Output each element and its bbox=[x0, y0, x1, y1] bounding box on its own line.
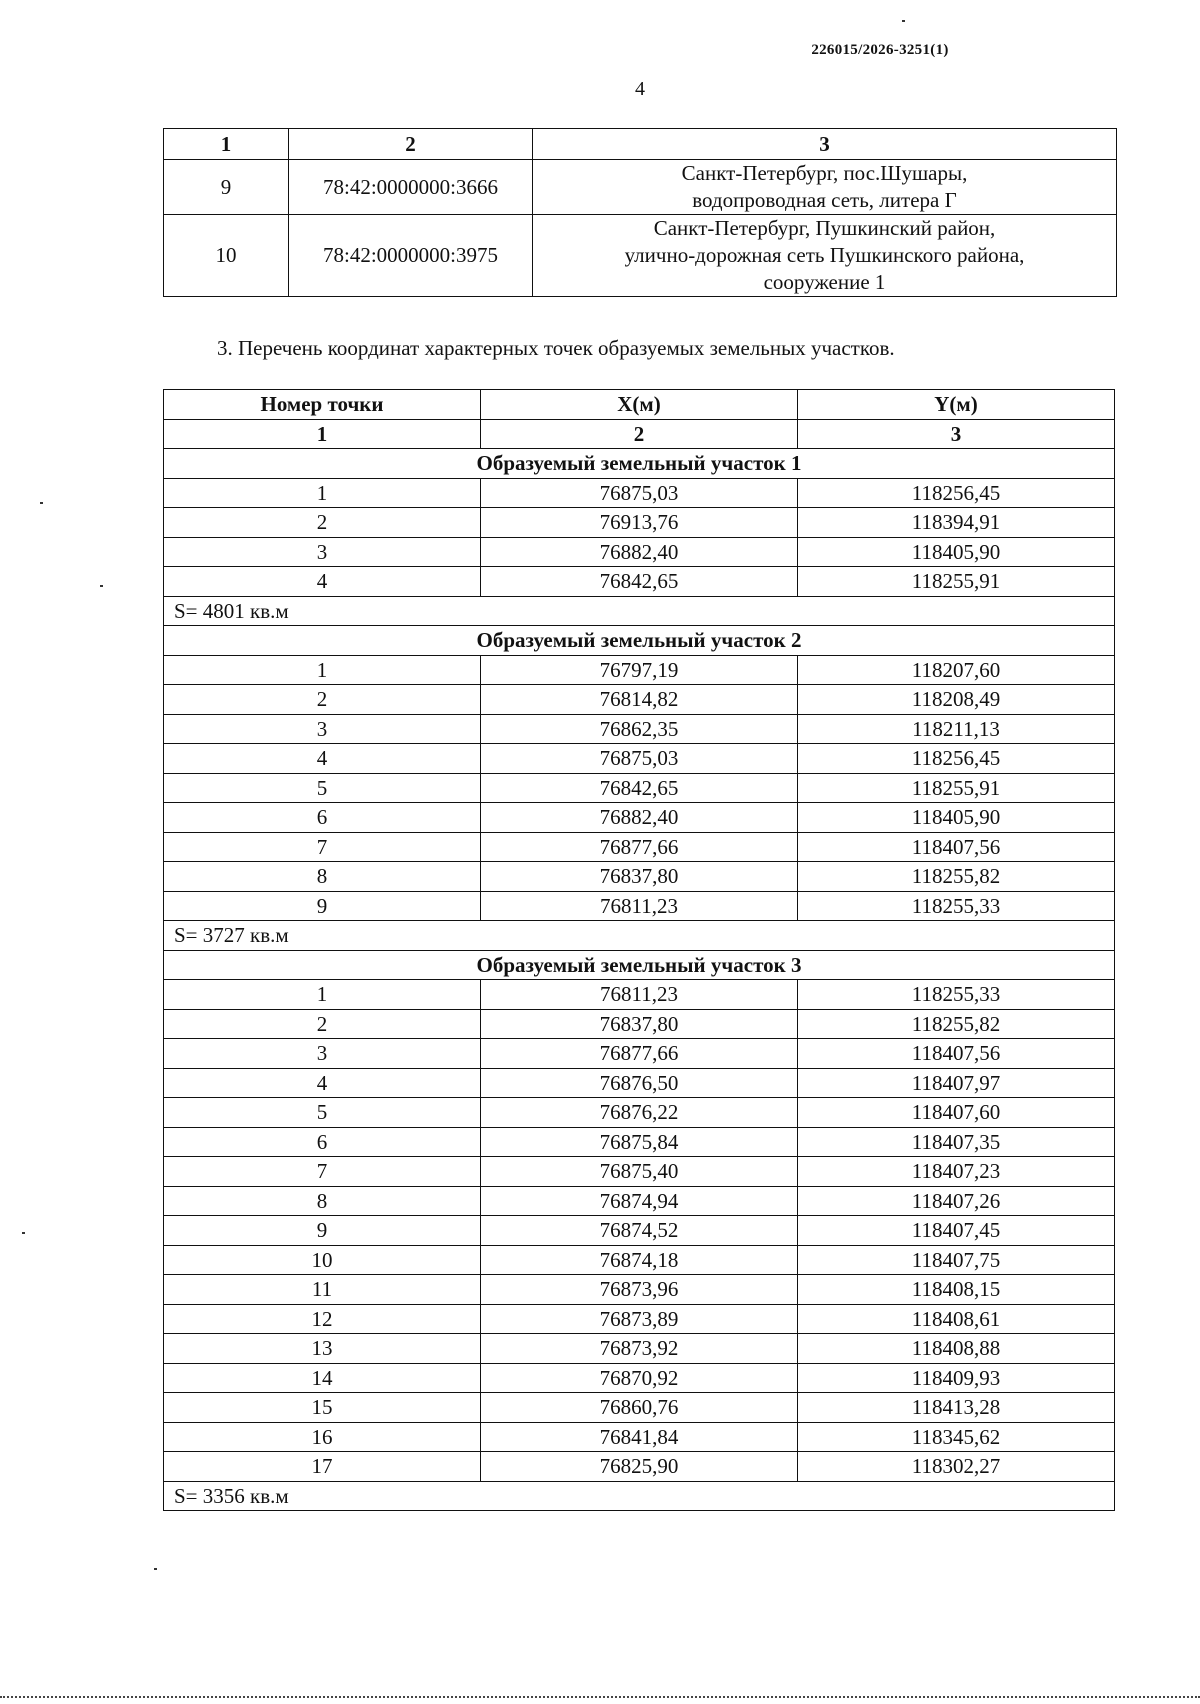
plot-title: Образуемый земельный участок 2 bbox=[164, 626, 1115, 656]
object-number: 10 bbox=[164, 215, 289, 297]
y-coordinate: 118345,62 bbox=[798, 1422, 1115, 1452]
x-coordinate: 76811,23 bbox=[481, 980, 798, 1010]
y-coordinate: 118408,88 bbox=[798, 1334, 1115, 1364]
y-coordinate: 118413,28 bbox=[798, 1393, 1115, 1423]
y-coordinate: 118407,56 bbox=[798, 1039, 1115, 1069]
x-coordinate: 76874,18 bbox=[481, 1245, 798, 1275]
objects-table-row bbox=[164, 160, 1117, 215]
y-coordinate: 118405,90 bbox=[798, 537, 1115, 567]
y-coordinate: 118256,45 bbox=[798, 744, 1115, 774]
scan-speck bbox=[154, 1568, 157, 1570]
point-number-header: Номер точки bbox=[164, 390, 481, 420]
objects-table-header-row bbox=[164, 129, 1117, 160]
plot-title-row bbox=[164, 626, 1115, 656]
coordinate-row bbox=[164, 1275, 1115, 1305]
coordinate-row bbox=[164, 1334, 1115, 1364]
coordinate-row bbox=[164, 1157, 1115, 1187]
y-coordinate: 118255,33 bbox=[798, 891, 1115, 921]
point-number: 12 bbox=[164, 1304, 481, 1334]
coordinate-row bbox=[164, 744, 1115, 774]
objects-table bbox=[163, 128, 1117, 297]
point-number: 11 bbox=[164, 1275, 481, 1305]
x-coordinate: 76860,76 bbox=[481, 1393, 798, 1423]
coordinate-row bbox=[164, 655, 1115, 685]
objects-table-body bbox=[164, 160, 1117, 297]
object-address bbox=[533, 215, 1117, 297]
objects-col-3-header: 3 bbox=[533, 129, 1117, 160]
coordinate-row bbox=[164, 1393, 1115, 1423]
coordinate-row bbox=[164, 832, 1115, 862]
y-coordinate: 118407,97 bbox=[798, 1068, 1115, 1098]
plot-area: S= 3356 кв.м bbox=[164, 1481, 1115, 1511]
y-coordinate: 118407,26 bbox=[798, 1186, 1115, 1216]
y-coordinate: 118255,82 bbox=[798, 1009, 1115, 1039]
x-coordinate: 76837,80 bbox=[481, 862, 798, 892]
point-number: 15 bbox=[164, 1393, 481, 1423]
scan-speck bbox=[40, 502, 43, 504]
point-number: 3 bbox=[164, 1039, 481, 1069]
coordinates-index-row bbox=[164, 419, 1115, 449]
x-coordinate: 76841,84 bbox=[481, 1422, 798, 1452]
point-number: 9 bbox=[164, 891, 481, 921]
coordinate-row bbox=[164, 1245, 1115, 1275]
scan-edge-line bbox=[0, 1696, 1200, 1698]
point-number: 3 bbox=[164, 537, 481, 567]
x-coordinate: 76877,66 bbox=[481, 832, 798, 862]
coordinate-row bbox=[164, 537, 1115, 567]
cadastral-number: 78:42:0000000:3666 bbox=[289, 160, 533, 215]
x-coordinate: 76875,40 bbox=[481, 1157, 798, 1187]
coordinate-row bbox=[164, 1127, 1115, 1157]
point-number: 2 bbox=[164, 508, 481, 538]
x-coordinate: 76862,35 bbox=[481, 714, 798, 744]
y-coordinate: 118405,90 bbox=[798, 803, 1115, 833]
coordinate-row bbox=[164, 567, 1115, 597]
plot-title: Образуемый земельный участок 3 bbox=[164, 950, 1115, 980]
x-coordinate: 76814,82 bbox=[481, 685, 798, 715]
x-coordinate: 76842,65 bbox=[481, 567, 798, 597]
x-coordinate: 76875,03 bbox=[481, 744, 798, 774]
x-coordinate: 76877,66 bbox=[481, 1039, 798, 1069]
page-number: 4 bbox=[635, 78, 645, 100]
y-coordinate: 118256,45 bbox=[798, 478, 1115, 508]
coordinates-header-row bbox=[164, 390, 1115, 420]
plot-area: S= 4801 кв.м bbox=[164, 596, 1115, 626]
x-coordinate: 76876,50 bbox=[481, 1068, 798, 1098]
y-coordinate: 118407,23 bbox=[798, 1157, 1115, 1187]
plot-title-row bbox=[164, 950, 1115, 980]
objects-table-row bbox=[164, 215, 1117, 297]
coordinate-row bbox=[164, 773, 1115, 803]
point-number: 1 bbox=[164, 980, 481, 1010]
point-number: 5 bbox=[164, 1098, 481, 1128]
point-number: 9 bbox=[164, 1216, 481, 1246]
x-coordinate-header: X(м) bbox=[481, 390, 798, 420]
cadastral-number: 78:42:0000000:3975 bbox=[289, 215, 533, 297]
x-coordinate: 76873,92 bbox=[481, 1334, 798, 1364]
section-title: 3. Перечень координат характерных точек образуемых земельных участков. bbox=[217, 336, 895, 360]
y-coordinate: 118255,82 bbox=[798, 862, 1115, 892]
x-coordinate: 76873,89 bbox=[481, 1304, 798, 1334]
y-coordinate: 118407,60 bbox=[798, 1098, 1115, 1128]
coordinates-table-body bbox=[164, 449, 1115, 1511]
index-col-2: 2 bbox=[481, 419, 798, 449]
point-number: 13 bbox=[164, 1334, 481, 1364]
coordinates-table bbox=[163, 389, 1115, 1511]
coordinate-row bbox=[164, 1452, 1115, 1482]
x-coordinate: 76842,65 bbox=[481, 773, 798, 803]
y-coordinate: 118211,13 bbox=[798, 714, 1115, 744]
point-number: 6 bbox=[164, 803, 481, 833]
coordinate-row bbox=[164, 980, 1115, 1010]
coordinate-row bbox=[164, 508, 1115, 538]
y-coordinate: 118302,27 bbox=[798, 1452, 1115, 1482]
y-coordinate: 118407,45 bbox=[798, 1216, 1115, 1246]
scan-speck bbox=[22, 1232, 25, 1234]
plot-title: Образуемый земельный участок 1 bbox=[164, 449, 1115, 479]
x-coordinate: 76913,76 bbox=[481, 508, 798, 538]
y-coordinate-header: Y(м) bbox=[798, 390, 1115, 420]
coordinate-row bbox=[164, 478, 1115, 508]
point-number: 17 bbox=[164, 1452, 481, 1482]
address-line: сооружение 1 bbox=[763, 270, 886, 294]
point-number: 7 bbox=[164, 832, 481, 862]
x-coordinate: 76875,84 bbox=[481, 1127, 798, 1157]
coordinate-row bbox=[164, 1304, 1115, 1334]
point-number: 16 bbox=[164, 1422, 481, 1452]
point-number: 5 bbox=[164, 773, 481, 803]
y-coordinate: 118255,33 bbox=[798, 980, 1115, 1010]
y-coordinate: 118408,61 bbox=[798, 1304, 1115, 1334]
address-line: водопроводная сеть, литера Г bbox=[692, 188, 957, 212]
coordinate-row bbox=[164, 1009, 1115, 1039]
object-number: 9 bbox=[164, 160, 289, 215]
y-coordinate: 118407,75 bbox=[798, 1245, 1115, 1275]
x-coordinate: 76825,90 bbox=[481, 1452, 798, 1482]
coordinate-row bbox=[164, 1098, 1115, 1128]
x-coordinate: 76875,03 bbox=[481, 478, 798, 508]
object-address bbox=[533, 160, 1117, 215]
coordinate-row bbox=[164, 1068, 1115, 1098]
x-coordinate: 76837,80 bbox=[481, 1009, 798, 1039]
point-number: 1 bbox=[164, 478, 481, 508]
x-coordinate: 76876,22 bbox=[481, 1098, 798, 1128]
point-number: 3 bbox=[164, 714, 481, 744]
point-number: 8 bbox=[164, 862, 481, 892]
plot-area-row bbox=[164, 1481, 1115, 1511]
index-col-3: 3 bbox=[798, 419, 1115, 449]
x-coordinate: 76797,19 bbox=[481, 655, 798, 685]
point-number: 8 bbox=[164, 1186, 481, 1216]
plot-area: S= 3727 кв.м bbox=[164, 921, 1115, 951]
scan-speck bbox=[100, 585, 103, 587]
y-coordinate: 118407,35 bbox=[798, 1127, 1115, 1157]
x-coordinate: 76873,96 bbox=[481, 1275, 798, 1305]
point-number: 6 bbox=[164, 1127, 481, 1157]
point-number: 4 bbox=[164, 744, 481, 774]
coordinate-row bbox=[164, 1216, 1115, 1246]
objects-col-1-header: 1 bbox=[164, 129, 289, 160]
x-coordinate: 76874,52 bbox=[481, 1216, 798, 1246]
y-coordinate: 118409,93 bbox=[798, 1363, 1115, 1393]
coordinate-row bbox=[164, 714, 1115, 744]
y-coordinate: 118208,49 bbox=[798, 685, 1115, 715]
coordinate-row bbox=[164, 862, 1115, 892]
coordinate-row bbox=[164, 1363, 1115, 1393]
x-coordinate: 76870,92 bbox=[481, 1363, 798, 1393]
point-number: 10 bbox=[164, 1245, 481, 1275]
point-number: 2 bbox=[164, 1009, 481, 1039]
y-coordinate: 118407,56 bbox=[798, 832, 1115, 862]
point-number: 1 bbox=[164, 655, 481, 685]
point-number: 7 bbox=[164, 1157, 481, 1187]
plot-area-row bbox=[164, 596, 1115, 626]
x-coordinate: 76882,40 bbox=[481, 803, 798, 833]
coordinate-row bbox=[164, 1039, 1115, 1069]
objects-col-2-header: 2 bbox=[289, 129, 533, 160]
address-line: улично-дорожная сеть Пушкинского района, bbox=[624, 243, 1025, 267]
y-coordinate: 118207,60 bbox=[798, 655, 1115, 685]
x-coordinate: 76811,23 bbox=[481, 891, 798, 921]
y-coordinate: 118255,91 bbox=[798, 773, 1115, 803]
x-coordinate: 76874,94 bbox=[481, 1186, 798, 1216]
point-number: 4 bbox=[164, 567, 481, 597]
point-number: 4 bbox=[164, 1068, 481, 1098]
y-coordinate: 118394,91 bbox=[798, 508, 1115, 538]
plot-title-row bbox=[164, 449, 1115, 479]
plot-area-row bbox=[164, 921, 1115, 951]
point-number: 14 bbox=[164, 1363, 481, 1393]
coordinate-row bbox=[164, 1186, 1115, 1216]
coordinate-row bbox=[164, 803, 1115, 833]
address-line: Санкт-Петербург, пос.Шушары, bbox=[681, 161, 968, 185]
scan-speck bbox=[902, 20, 905, 22]
coordinate-row bbox=[164, 1422, 1115, 1452]
address-line: Санкт-Петербург, Пушкинский район, bbox=[653, 216, 996, 240]
point-number: 2 bbox=[164, 685, 481, 715]
document-number: 226015/2026-3251(1) bbox=[811, 42, 949, 58]
y-coordinate: 118408,15 bbox=[798, 1275, 1115, 1305]
coordinate-row bbox=[164, 891, 1115, 921]
coordinate-row bbox=[164, 685, 1115, 715]
x-coordinate: 76882,40 bbox=[481, 537, 798, 567]
index-col-1: 1 bbox=[164, 419, 481, 449]
y-coordinate: 118255,91 bbox=[798, 567, 1115, 597]
